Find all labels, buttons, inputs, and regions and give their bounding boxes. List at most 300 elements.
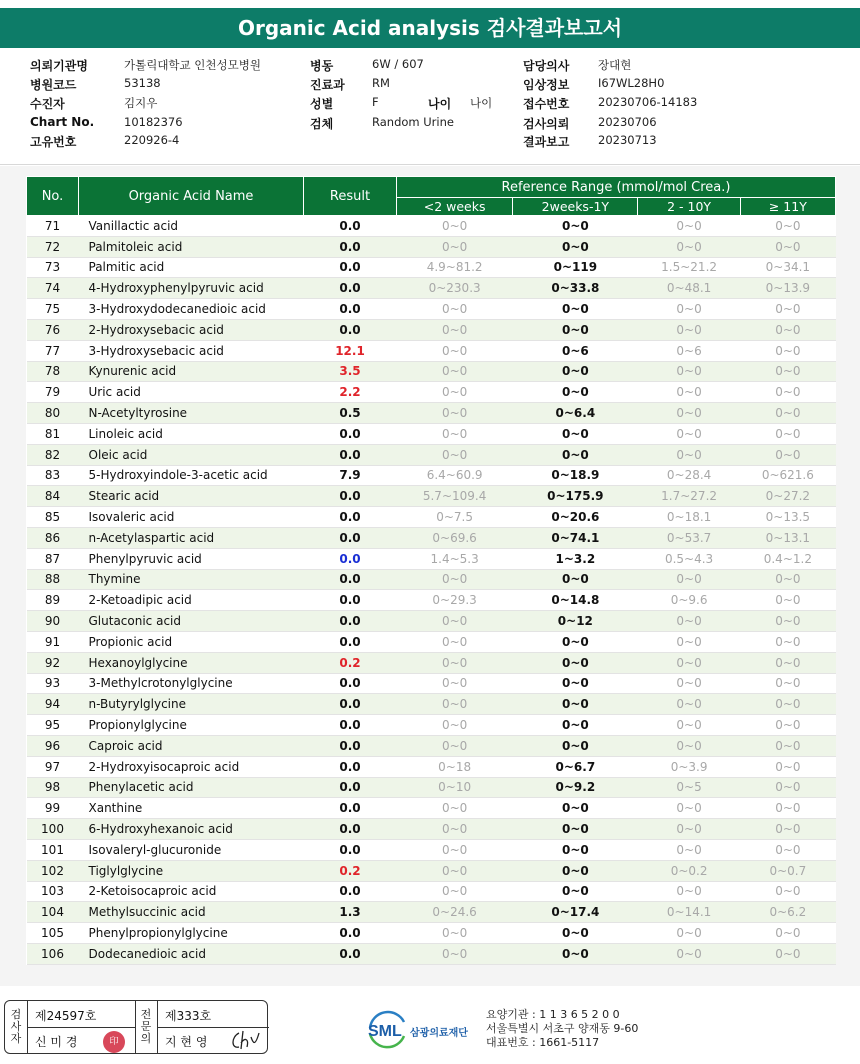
- unique-id-label: 고유번호: [30, 135, 77, 149]
- range-under-2weeks: 0~0: [397, 423, 513, 444]
- row-number: 81: [27, 423, 79, 444]
- range-under-2weeks: 0~0: [397, 673, 513, 694]
- range-2-10y: 0~0: [638, 631, 740, 652]
- acid-name: 5-Hydroxyindole-3-acetic acid: [79, 465, 304, 486]
- range-11y-plus: 0~0: [740, 403, 835, 424]
- table-row: [27, 735, 836, 756]
- acid-name: Hexanoylglycine: [79, 652, 304, 673]
- range-under-2weeks: 0~0: [397, 340, 513, 361]
- range-2-10y: 0~0: [638, 923, 740, 944]
- table-row: [27, 444, 836, 465]
- table-row: [27, 715, 836, 736]
- range-2-10y: 0~53.7: [638, 527, 740, 548]
- specimen-label: 검체: [310, 117, 334, 131]
- acid-name: n-Acetylaspartic acid: [79, 527, 304, 548]
- range-under-2weeks: 0~0: [397, 798, 513, 819]
- chart-no-value: 10182376: [124, 115, 183, 129]
- range-2-10y: 0~0.2: [638, 860, 740, 881]
- unique-id-value: 220926-4: [124, 133, 180, 147]
- svg-text:SML: SML: [368, 1023, 402, 1040]
- result-value: 0.0: [304, 507, 397, 528]
- range-2weeks-1y: 0~0: [513, 881, 638, 902]
- table-row: [27, 631, 836, 652]
- range-2weeks-1y: 0~0: [513, 423, 638, 444]
- acid-name: Palmitic acid: [79, 257, 304, 278]
- range-11y-plus: 0~0: [740, 881, 835, 902]
- acid-name: Isovaleryl-glucuronide: [79, 839, 304, 860]
- request-date-value: 20230706: [598, 115, 657, 129]
- specimen-value: Random Urine: [372, 115, 454, 129]
- range-under-2weeks: 0~0: [397, 923, 513, 944]
- acid-name: Glutaconic acid: [79, 611, 304, 632]
- range-11y-plus: 0.4~1.2: [740, 548, 835, 569]
- result-value: 0.0: [304, 569, 397, 590]
- result-value: 2.2: [304, 382, 397, 403]
- range-under-2weeks: 0~0: [397, 839, 513, 860]
- range-2weeks-1y: 0~74.1: [513, 527, 638, 548]
- range-under-2weeks: 0~0: [397, 943, 513, 964]
- range-under-2weeks: 0~0: [397, 361, 513, 382]
- range-2-10y: 0~0: [638, 299, 740, 320]
- range-under-2weeks: 0~0: [397, 216, 513, 237]
- range-2-10y: 0~0: [638, 673, 740, 694]
- result-value: 0.0: [304, 611, 397, 632]
- col-header-result: Result: [304, 177, 397, 216]
- sml-logo: [364, 1006, 484, 1050]
- acid-name: Uric acid: [79, 382, 304, 403]
- patient-name-label: 수진자: [30, 97, 65, 111]
- table-row: [27, 361, 836, 382]
- range-2-10y: 0~6: [638, 340, 740, 361]
- range-2-10y: 0~18.1: [638, 507, 740, 528]
- result-value: 0.0: [304, 257, 397, 278]
- row-number: 83: [27, 465, 79, 486]
- range-2-10y: 0~0: [638, 881, 740, 902]
- range-under-2weeks: 0~0: [397, 881, 513, 902]
- result-value: 0.0: [304, 715, 397, 736]
- result-value: 0.0: [304, 756, 397, 777]
- table-row: [27, 299, 836, 320]
- doctor-value: 장대현: [598, 58, 632, 72]
- result-value: 0.0: [304, 319, 397, 340]
- acid-name: Isovaleric acid: [79, 507, 304, 528]
- table-row: [27, 923, 836, 944]
- acid-name: Methylsuccinic acid: [79, 902, 304, 923]
- row-number: 92: [27, 652, 79, 673]
- range-11y-plus: 0~0: [740, 715, 835, 736]
- range-11y-plus: 0~0: [740, 423, 835, 444]
- row-number: 93: [27, 673, 79, 694]
- range-2weeks-1y: 0~0: [513, 236, 638, 257]
- table-row: [27, 756, 836, 777]
- range-11y-plus: 0~0: [740, 611, 835, 632]
- range-under-2weeks: 5.7~109.4: [397, 486, 513, 507]
- range-under-2weeks: 0~0: [397, 569, 513, 590]
- range-2weeks-1y: 0~18.9: [513, 465, 638, 486]
- row-number: 99: [27, 798, 79, 819]
- range-11y-plus: 0~0: [740, 236, 835, 257]
- doctor-label: 담당의사: [523, 59, 570, 73]
- clinical-info-label: 임상정보: [523, 78, 570, 92]
- table-row: [27, 777, 836, 798]
- range-under-2weeks: 6.4~60.9: [397, 465, 513, 486]
- row-number: 85: [27, 507, 79, 528]
- table-row: [27, 278, 836, 299]
- result-value: 0.0: [304, 777, 397, 798]
- range-under-2weeks: 0~0: [397, 382, 513, 403]
- col-header-name: Organic Acid Name: [79, 177, 304, 216]
- range-2weeks-1y: 0~0: [513, 319, 638, 340]
- range-11y-plus: 0~0: [740, 943, 835, 964]
- result-value: 0.0: [304, 673, 397, 694]
- range-2weeks-1y: 0~0: [513, 299, 638, 320]
- range-under-2weeks: 0~24.6: [397, 902, 513, 923]
- table-row: [27, 590, 836, 611]
- result-value: 0.5: [304, 403, 397, 424]
- range-under-2weeks: 0~0: [397, 715, 513, 736]
- acid-name: Dodecanedioic acid: [79, 943, 304, 964]
- range-11y-plus: 0~0: [740, 631, 835, 652]
- range-2-10y: 0~0: [638, 319, 740, 340]
- acid-name: Propionylglycine: [79, 715, 304, 736]
- result-value: 0.0: [304, 423, 397, 444]
- range-2-10y: 0~0: [638, 715, 740, 736]
- result-value: 0.0: [304, 819, 397, 840]
- range-2weeks-1y: 0~0: [513, 673, 638, 694]
- org-code: 요양기관 : 1 1 3 6 5 2 0 0: [486, 1008, 620, 1021]
- row-number: 84: [27, 486, 79, 507]
- range-11y-plus: 0~0: [740, 756, 835, 777]
- acid-name: 2-Ketoisocaproic acid: [79, 881, 304, 902]
- table-row: [27, 798, 836, 819]
- table-row: [27, 507, 836, 528]
- organization-info: [486, 1008, 638, 1050]
- range-2weeks-1y: 0~0: [513, 694, 638, 715]
- table-row: [27, 839, 836, 860]
- range-11y-plus: 0~0: [740, 361, 835, 382]
- report-footer: [0, 996, 860, 1064]
- range-2-10y: 0~3.9: [638, 756, 740, 777]
- range-2weeks-1y: 0~0: [513, 631, 638, 652]
- range-2weeks-1y: 0~0: [513, 735, 638, 756]
- range-11y-plus: 0~0: [740, 735, 835, 756]
- row-number: 97: [27, 756, 79, 777]
- range-11y-plus: 0~0.7: [740, 860, 835, 881]
- range-2weeks-1y: 0~0: [513, 715, 638, 736]
- row-number: 71: [27, 216, 79, 237]
- range-2-10y: 0~14.1: [638, 902, 740, 923]
- range-11y-plus: 0~0: [740, 319, 835, 340]
- table-row: [27, 652, 836, 673]
- row-number: 94: [27, 694, 79, 715]
- results-table: [26, 176, 836, 965]
- range-2weeks-1y: 0~0: [513, 860, 638, 881]
- row-number: 96: [27, 735, 79, 756]
- referring-institution-value: 가톨릭대학교 인천성모병원: [124, 58, 261, 72]
- table-row: [27, 881, 836, 902]
- range-2weeks-1y: 0~33.8: [513, 278, 638, 299]
- row-number: 78: [27, 361, 79, 382]
- acid-name: Phenylpropionylglycine: [79, 923, 304, 944]
- range-2-10y: 0~0: [638, 694, 740, 715]
- range-2-10y: 0~5: [638, 777, 740, 798]
- table-row: [27, 465, 836, 486]
- clinical-info-value: I67WL28H0: [598, 76, 665, 90]
- range-under-2weeks: 0~0: [397, 611, 513, 632]
- range-11y-plus: 0~0: [740, 340, 835, 361]
- table-row: [27, 403, 836, 424]
- range-11y-plus: 0~0: [740, 569, 835, 590]
- result-value: 1.3: [304, 902, 397, 923]
- result-value: 0.0: [304, 839, 397, 860]
- result-value: 0.0: [304, 735, 397, 756]
- range-2weeks-1y: 0~0: [513, 839, 638, 860]
- range-2weeks-1y: 0~14.8: [513, 590, 638, 611]
- acid-name: Linoleic acid: [79, 423, 304, 444]
- row-number: 100: [27, 819, 79, 840]
- range-2weeks-1y: 0~0: [513, 923, 638, 944]
- table-row: [27, 382, 836, 403]
- range-11y-plus: 0~0: [740, 216, 835, 237]
- table-row: [27, 694, 836, 715]
- row-number: 105: [27, 923, 79, 944]
- tester-license-no: 제24597호: [35, 1009, 97, 1023]
- result-value: 0.0: [304, 236, 397, 257]
- table-row: [27, 819, 836, 840]
- accession-number-value: 20230706-14183: [598, 95, 698, 109]
- range-2weeks-1y: 0~0: [513, 652, 638, 673]
- patient-info-panel: [0, 50, 860, 165]
- row-number: 76: [27, 319, 79, 340]
- report-date-label: 결과보고: [523, 135, 570, 149]
- result-value: 0.0: [304, 278, 397, 299]
- org-phone: 대표번호 : 1661-5117: [486, 1036, 600, 1049]
- acid-name: 2-Hydroxysebacic acid: [79, 319, 304, 340]
- acid-name: Propionic acid: [79, 631, 304, 652]
- range-2-10y: 0~0: [638, 839, 740, 860]
- range-2weeks-1y: 0~12: [513, 611, 638, 632]
- range-2-10y: 0~0: [638, 236, 740, 257]
- row-number: 104: [27, 902, 79, 923]
- request-date-label: 검사의뢰: [523, 117, 570, 131]
- ward-value: 6W / 607: [372, 57, 424, 71]
- range-11y-plus: 0~0: [740, 382, 835, 403]
- range-under-2weeks: 0~230.3: [397, 278, 513, 299]
- range-11y-plus: 0~0: [740, 590, 835, 611]
- range-2-10y: 0~48.1: [638, 278, 740, 299]
- range-11y-plus: 0~0: [740, 819, 835, 840]
- row-number: 73: [27, 257, 79, 278]
- row-number: 89: [27, 590, 79, 611]
- row-number: 98: [27, 777, 79, 798]
- row-number: 88: [27, 569, 79, 590]
- sex-label: 성별: [310, 97, 334, 111]
- range-2weeks-1y: 0~0: [513, 798, 638, 819]
- acid-name: Phenylpyruvic acid: [79, 548, 304, 569]
- range-11y-plus: 0~13.5: [740, 507, 835, 528]
- range-under-2weeks: 0~69.6: [397, 527, 513, 548]
- range-2weeks-1y: 0~20.6: [513, 507, 638, 528]
- referring-institution-label: 의뢰기관명: [30, 59, 88, 73]
- table-row: [27, 943, 836, 964]
- row-number: 82: [27, 444, 79, 465]
- range-2-10y: 0~28.4: [638, 465, 740, 486]
- range-11y-plus: 0~0: [740, 652, 835, 673]
- range-2-10y: 0~0: [638, 382, 740, 403]
- range-under-2weeks: 0~0: [397, 694, 513, 715]
- table-row: [27, 902, 836, 923]
- range-under-2weeks: 0~0: [397, 819, 513, 840]
- specialist-name: 지 현 영: [165, 1035, 208, 1049]
- table-row: [27, 486, 836, 507]
- result-value: 0.0: [304, 527, 397, 548]
- range-2-10y: 0~0: [638, 819, 740, 840]
- table-row: [27, 569, 836, 590]
- range-2-10y: 0~0: [638, 611, 740, 632]
- range-under-2weeks: 0~29.3: [397, 590, 513, 611]
- range-under-2weeks: 4.9~81.2: [397, 257, 513, 278]
- range-2-10y: 0~0: [638, 652, 740, 673]
- table-row: [27, 216, 836, 237]
- row-number: 77: [27, 340, 79, 361]
- result-value: 0.2: [304, 860, 397, 881]
- range-under-2weeks: 0~7.5: [397, 507, 513, 528]
- acid-name: Palmitoleic acid: [79, 236, 304, 257]
- specialist-signature: [229, 1029, 261, 1051]
- result-value: 7.9: [304, 465, 397, 486]
- acid-name: N-Acetyltyrosine: [79, 403, 304, 424]
- row-number: 79: [27, 382, 79, 403]
- sex-value: F: [372, 95, 379, 109]
- table-row: [27, 860, 836, 881]
- range-2weeks-1y: 0~6.4: [513, 403, 638, 424]
- acid-name: 2-Hydroxyisocaproic acid: [79, 756, 304, 777]
- table-row: [27, 673, 836, 694]
- range-2-10y: 0~0: [638, 798, 740, 819]
- table-row: [27, 527, 836, 548]
- chart-no-label: Chart No.: [30, 115, 95, 129]
- row-number: 75: [27, 299, 79, 320]
- range-2weeks-1y: 0~0: [513, 382, 638, 403]
- range-11y-plus: 0~34.1: [740, 257, 835, 278]
- range-under-2weeks: 0~0: [397, 444, 513, 465]
- acid-name: Kynurenic acid: [79, 361, 304, 382]
- range-2weeks-1y: 0~0: [513, 943, 638, 964]
- range-11y-plus: 0~27.2: [740, 486, 835, 507]
- range-11y-plus: 0~0: [740, 694, 835, 715]
- col-header-no: No.: [27, 177, 79, 216]
- accession-number-label: 접수번호: [523, 97, 570, 111]
- range-2weeks-1y: 0~6.7: [513, 756, 638, 777]
- row-number: 106: [27, 943, 79, 964]
- result-value: 0.0: [304, 631, 397, 652]
- patient-name-value: 김지우: [124, 96, 158, 110]
- range-under-2weeks: 0~10: [397, 777, 513, 798]
- range-2-10y: 1.5~21.2: [638, 257, 740, 278]
- result-value: 0.0: [304, 548, 397, 569]
- result-value: 3.5: [304, 361, 397, 382]
- range-2weeks-1y: 0~9.2: [513, 777, 638, 798]
- acid-name: 6-Hydroxyhexanoic acid: [79, 819, 304, 840]
- range-2-10y: 1.7~27.2: [638, 486, 740, 507]
- range-11y-plus: 0~0: [740, 673, 835, 694]
- acid-name: n-Butyrylglycine: [79, 694, 304, 715]
- table-row: [27, 257, 836, 278]
- table-row: [27, 611, 836, 632]
- range-11y-plus: 0~0: [740, 839, 835, 860]
- range-2-10y: 0~0: [638, 403, 740, 424]
- row-number: 101: [27, 839, 79, 860]
- table-row: [27, 548, 836, 569]
- acid-name: 2-Ketoadipic acid: [79, 590, 304, 611]
- result-value: 0.0: [304, 590, 397, 611]
- range-11y-plus: 0~0: [740, 444, 835, 465]
- range-under-2weeks: 0~0: [397, 236, 513, 257]
- range-under-2weeks: 0~0: [397, 299, 513, 320]
- acid-name: Caproic acid: [79, 735, 304, 756]
- range-under-2weeks: 0~0: [397, 403, 513, 424]
- range-2weeks-1y: 0~0: [513, 819, 638, 840]
- acid-name: Thymine: [79, 569, 304, 590]
- range-2weeks-1y: 0~175.9: [513, 486, 638, 507]
- age-value: 나이: [470, 96, 493, 110]
- tester-seal: 印: [103, 1031, 125, 1053]
- acid-name: 4-Hydroxyphenylpyruvic acid: [79, 278, 304, 299]
- acid-name: Xanthine: [79, 798, 304, 819]
- row-number: 95: [27, 715, 79, 736]
- col-header-range-11y-plus: ≥ 11Y: [740, 198, 835, 216]
- result-value: 0.0: [304, 216, 397, 237]
- range-2weeks-1y: 0~0: [513, 444, 638, 465]
- range-2weeks-1y: 0~0: [513, 361, 638, 382]
- range-2-10y: 0.5~4.3: [638, 548, 740, 569]
- hospital-code-label: 병원코드: [30, 78, 77, 92]
- specialist-license-no: 제333호: [165, 1009, 212, 1023]
- range-under-2weeks: 0~0: [397, 735, 513, 756]
- range-2-10y: 0~0: [638, 423, 740, 444]
- svg-text:삼광의료재단: 삼광의료재단: [410, 1028, 468, 1039]
- department-value: RM: [372, 76, 390, 90]
- acid-name: Vanillactic acid: [79, 216, 304, 237]
- row-number: 103: [27, 881, 79, 902]
- range-2weeks-1y: 0~0: [513, 216, 638, 237]
- range-2weeks-1y: 0~0: [513, 569, 638, 590]
- row-number: 102: [27, 860, 79, 881]
- result-value: 0.0: [304, 881, 397, 902]
- range-2-10y: 0~0: [638, 216, 740, 237]
- row-number: 87: [27, 548, 79, 569]
- report-title: Organic Acid analysis 검사결과보고서: [0, 8, 860, 48]
- result-value: 0.2: [304, 652, 397, 673]
- acid-name: Phenylacetic acid: [79, 777, 304, 798]
- table-row: [27, 236, 836, 257]
- range-under-2weeks: 0~18: [397, 756, 513, 777]
- range-11y-plus: 0~13.9: [740, 278, 835, 299]
- range-11y-plus: 0~13.1: [740, 527, 835, 548]
- range-11y-plus: 0~0: [740, 777, 835, 798]
- result-value: 0.0: [304, 923, 397, 944]
- row-number: 91: [27, 631, 79, 652]
- department-label: 진료과: [310, 78, 345, 92]
- result-value: 0.0: [304, 299, 397, 320]
- range-under-2weeks: 1.4~5.3: [397, 548, 513, 569]
- age-label: 나이: [428, 97, 452, 111]
- col-header-range-2weeks-1y: 2weeks-1Y: [513, 198, 638, 216]
- acid-name: Tiglylglycine: [79, 860, 304, 881]
- range-2-10y: 0~0: [638, 444, 740, 465]
- col-header-range-under-2weeks: <2 weeks: [397, 198, 513, 216]
- acid-name: 3-Hydroxysebacic acid: [79, 340, 304, 361]
